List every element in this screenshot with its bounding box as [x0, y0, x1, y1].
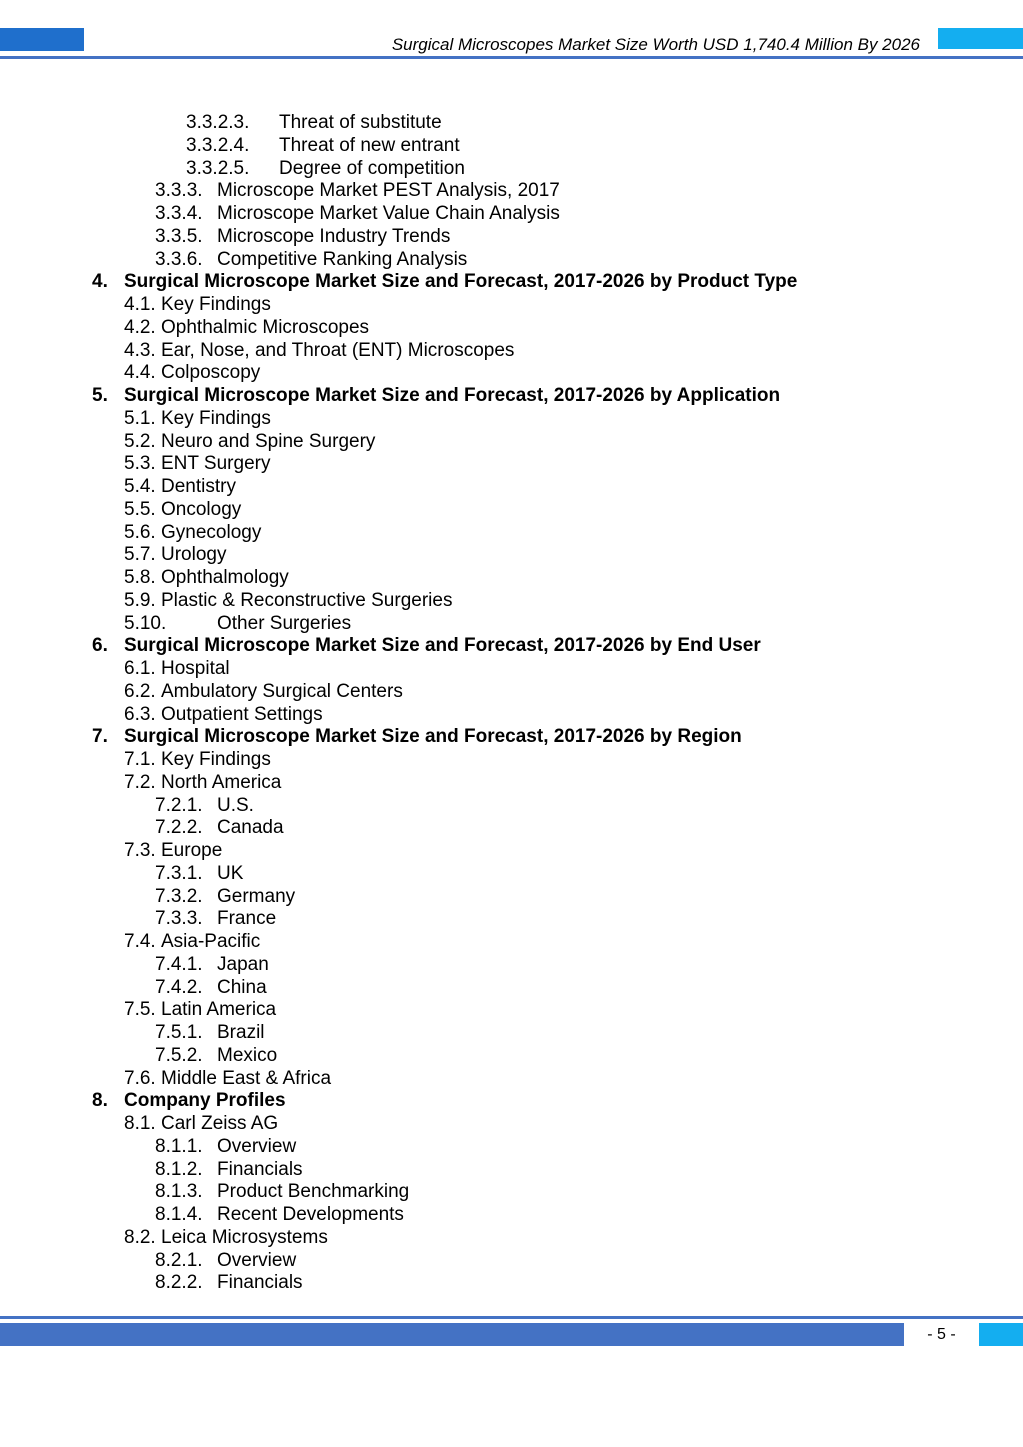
toc-entry-number: 7.3.1.: [155, 862, 203, 884]
toc-entry-title: Financials: [217, 1158, 303, 1180]
toc-entry-title: Neuro and Spine Surgery: [161, 430, 376, 452]
toc-entry-title: China: [217, 976, 267, 998]
toc-entry: [0, 453, 1023, 476]
toc-entry: [0, 658, 1023, 681]
toc-entry: [0, 340, 1023, 363]
toc-entry-title: Threat of new entrant: [279, 134, 460, 156]
toc-entry-number: 8.1.2.: [155, 1158, 203, 1180]
toc-entry-number: 7.6.: [124, 1067, 156, 1089]
toc-entry-number: 4.3.: [124, 339, 156, 361]
toc-entry-title: Degree of competition: [279, 157, 465, 179]
toc-entry-title: Canada: [217, 817, 284, 839]
toc-section-heading: [0, 726, 1023, 749]
toc-entry: [0, 590, 1023, 613]
toc-entry-number: 5.6.: [124, 521, 156, 543]
toc-entry-number: 7.4.1.: [155, 953, 203, 975]
toc-entry: [0, 158, 1023, 181]
toc-entry-title: Surgical Microscope Market Size and Forecast, 2017-2026 by Region: [124, 726, 742, 748]
toc-entry-number: 8.1.: [124, 1113, 156, 1134]
toc-entry-number: 7.: [92, 726, 108, 748]
toc-entry-title: Financials: [217, 1272, 303, 1294]
toc-entry-title: Surgical Microscope Market Size and Forecast, 2017-2026 by End User: [124, 635, 761, 657]
toc-entry-number: 5.7.: [124, 544, 156, 566]
toc-entry: [0, 135, 1023, 158]
toc-entry: [0, 999, 1023, 1022]
toc-entry-number: 6.3.: [124, 703, 156, 725]
toc-entry: [0, 749, 1023, 772]
toc-entry-number: 7.2.2.: [155, 817, 203, 839]
toc-entry: [0, 1113, 1023, 1136]
toc-entry-title: Outpatient Settings: [161, 703, 323, 725]
toc-entry: [0, 112, 1023, 135]
footer-rule: [0, 1316, 1023, 1319]
toc-entry-number: 5.10.: [124, 612, 167, 634]
toc-entry: [0, 499, 1023, 522]
toc-entry-number: 5.5.: [124, 498, 156, 520]
toc-entry-title: Latin America: [161, 999, 277, 1021]
toc-entry: [0, 681, 1023, 704]
toc-entry: [0, 1181, 1023, 1204]
toc-entry-title: Surgical Microscope Market Size and Forecast, 2017-2026 by Application: [124, 385, 781, 406]
toc-entry: [0, 1227, 1023, 1250]
toc-entry-number: 8.: [92, 1090, 108, 1112]
toc-entry: [0, 1159, 1023, 1182]
toc-entry: [0, 567, 1023, 590]
toc-entry-number: 5.2.: [124, 430, 156, 452]
toc-entry-title: Mexico: [217, 1044, 278, 1066]
toc-entry-number: 6.: [92, 635, 108, 657]
toc-entry-number: 7.5.1.: [155, 1022, 203, 1043]
toc-entry-title: Company Profiles: [124, 1090, 286, 1112]
toc-entry-title: Competitive Ranking Analysis: [217, 248, 468, 270]
toc-entry: [0, 317, 1023, 340]
toc-entry-title: Key Findings: [161, 749, 271, 770]
toc-entry-title: Key Findings: [161, 294, 271, 315]
toc-entry-number: 4.: [92, 271, 108, 293]
toc-entry-number: 7.1.: [124, 749, 156, 770]
toc-entry-title: Japan: [217, 953, 269, 975]
toc-entry-title: Middle East & Africa: [161, 1067, 332, 1089]
toc-entry-number: 7.3.2.: [155, 885, 203, 907]
toc-entry: [0, 180, 1023, 203]
toc-entry: [0, 431, 1023, 454]
toc-section-heading: [0, 385, 1023, 408]
page-header-title: Surgical Microscopes Market Size Worth USD 1,740.4 Million By 2026: [391, 35, 920, 54]
toc-entry-number: 4.2.: [124, 316, 156, 338]
toc-entry: [0, 408, 1023, 431]
toc-entry: [0, 249, 1023, 272]
toc-entry-title: Dentistry: [161, 476, 236, 497]
header-accent-right: [938, 28, 1023, 49]
toc-entry: [0, 294, 1023, 317]
header-accent-left: [0, 28, 84, 51]
toc-entry-title: Other Surgeries: [217, 612, 352, 634]
toc-entry-title: Ophthalmic Microscopes: [161, 316, 370, 338]
toc-entry-number: 3.3.4.: [155, 203, 203, 224]
toc-entry-title: Microscope Market Value Chain Analysis: [217, 203, 560, 224]
toc-entry-number: 7.4.2.: [155, 976, 203, 998]
toc-entry: [0, 522, 1023, 545]
toc-entry-title: Plastic & Reconstructive Surgeries: [161, 589, 453, 611]
toc-entry: [0, 203, 1023, 226]
toc-entry: [0, 476, 1023, 499]
toc-entry: [0, 1136, 1023, 1159]
toc-entry-number: 4.4.: [124, 362, 156, 384]
toc-entry-number: 7.3.: [124, 840, 156, 861]
toc-entry-number: 8.2.: [124, 1226, 156, 1248]
toc-entry-title: Urology: [161, 544, 227, 566]
toc-entry: [0, 1068, 1023, 1091]
toc-entry-number: 5.3.: [124, 453, 156, 475]
toc-entry-title: Ophthalmology: [161, 567, 289, 588]
toc-section-heading: [0, 1090, 1023, 1113]
toc-section-heading: [0, 271, 1023, 294]
toc-entry-number: 5.: [92, 385, 108, 406]
toc-entry-title: Microscope Market PEST Analysis, 2017: [217, 180, 560, 202]
toc-entry-number: 5.8.: [124, 567, 156, 588]
toc-entry-title: Threat of substitute: [279, 112, 442, 133]
toc-entry-number: 6.1.: [124, 658, 156, 679]
toc-entry: [0, 1250, 1023, 1273]
toc-entry: [0, 908, 1023, 931]
toc-entry-number: 8.1.1.: [155, 1135, 203, 1157]
page-number: - 5 -: [927, 1326, 956, 1343]
toc-entry-title: Gynecology: [161, 521, 262, 543]
toc-entry: [0, 863, 1023, 886]
toc-entry-title: U.S.: [217, 794, 254, 816]
toc-entry-number: 7.4.: [124, 931, 156, 952]
toc-entry-title: Oncology: [161, 498, 242, 520]
toc-entry-number: 8.1.3.: [155, 1181, 203, 1203]
toc-entry: [0, 613, 1023, 636]
toc-entry-title: Leica Microsystems: [161, 1226, 328, 1248]
toc-entry: [0, 544, 1023, 567]
toc-entry-number: 5.1.: [124, 407, 156, 429]
toc-entry: [0, 840, 1023, 863]
toc-entry-number: 7.3.3.: [155, 908, 203, 930]
toc-entry-number: 8.1.4.: [155, 1204, 203, 1225]
toc-entry-title: Hospital: [161, 658, 230, 679]
toc-entry: [0, 1204, 1023, 1227]
toc-entry-number: 7.2.1.: [155, 794, 203, 816]
toc-entry: [0, 817, 1023, 840]
toc-entry-number: 5.4.: [124, 476, 156, 497]
toc-entry-title: Ambulatory Surgical Centers: [161, 680, 403, 702]
toc-entry-title: Colposcopy: [161, 362, 261, 384]
toc-entry-number: 3.3.2.5.: [186, 157, 250, 179]
toc-entry-number: 6.2.: [124, 680, 156, 702]
toc-entry-title: Asia-Pacific: [161, 931, 261, 952]
toc-entry-title: Brazil: [217, 1022, 265, 1043]
toc-entry: [0, 1272, 1023, 1295]
toc-entry: [0, 954, 1023, 977]
header-rule: [0, 56, 1023, 59]
toc-entry: [0, 931, 1023, 954]
toc-entry-number: 4.1.: [124, 294, 156, 315]
toc-entry-number: 8.2.2.: [155, 1272, 203, 1294]
toc-entry: [0, 362, 1023, 385]
toc-entry-number: 7.2.: [124, 771, 156, 793]
toc-entry-number: 3.3.3.: [155, 180, 203, 202]
toc-entry: [0, 1022, 1023, 1045]
toc-entry-number: 8.2.1.: [155, 1249, 203, 1271]
toc-entry-number: 7.5.: [124, 999, 156, 1021]
footer-accent-right: [979, 1323, 1023, 1346]
toc-entry-title: UK: [217, 862, 244, 884]
toc-entry-title: France: [217, 908, 277, 930]
toc-entry-title: Recent Developments: [217, 1204, 404, 1225]
toc-entry: [0, 795, 1023, 818]
toc-entry: [0, 886, 1023, 909]
toc-entry-number: 3.3.2.4.: [186, 134, 250, 156]
toc-entry-number: 3.3.6.: [155, 248, 203, 270]
toc-entry-title: Overview: [217, 1135, 297, 1157]
toc-entry-title: Europe: [161, 840, 223, 861]
toc-entry-number: 3.3.2.3.: [186, 112, 250, 133]
toc-entry-title: Germany: [217, 885, 296, 907]
toc-entry: [0, 704, 1023, 727]
toc-entry-title: ENT Surgery: [161, 453, 271, 475]
toc-entry-number: 7.5.2.: [155, 1044, 203, 1066]
toc-entry-number: 3.3.5.: [155, 225, 203, 247]
footer-bar: [0, 1323, 904, 1346]
toc-entry-title: Carl Zeiss AG: [161, 1113, 279, 1134]
toc-entry-title: Ear, Nose, and Throat (ENT) Microscopes: [161, 339, 515, 361]
toc-entry-title: Overview: [217, 1249, 297, 1271]
toc-entry: [0, 977, 1023, 1000]
toc-entry: [0, 772, 1023, 795]
toc-entry-number: 5.9.: [124, 589, 156, 611]
toc-entry-title: Product Benchmarking: [217, 1181, 410, 1203]
toc-entry: [0, 1045, 1023, 1068]
toc-entry-title: Key Findings: [161, 407, 271, 429]
toc-entry: [0, 226, 1023, 249]
toc-entry-title: North America: [161, 771, 282, 793]
table-of-contents: [0, 112, 1023, 1295]
toc-entry-title: Microscope Industry Trends: [217, 225, 451, 247]
toc-section-heading: [0, 635, 1023, 658]
toc-entry-title: Surgical Microscope Market Size and Forecast, 2017-2026 by Product Type: [124, 271, 798, 293]
